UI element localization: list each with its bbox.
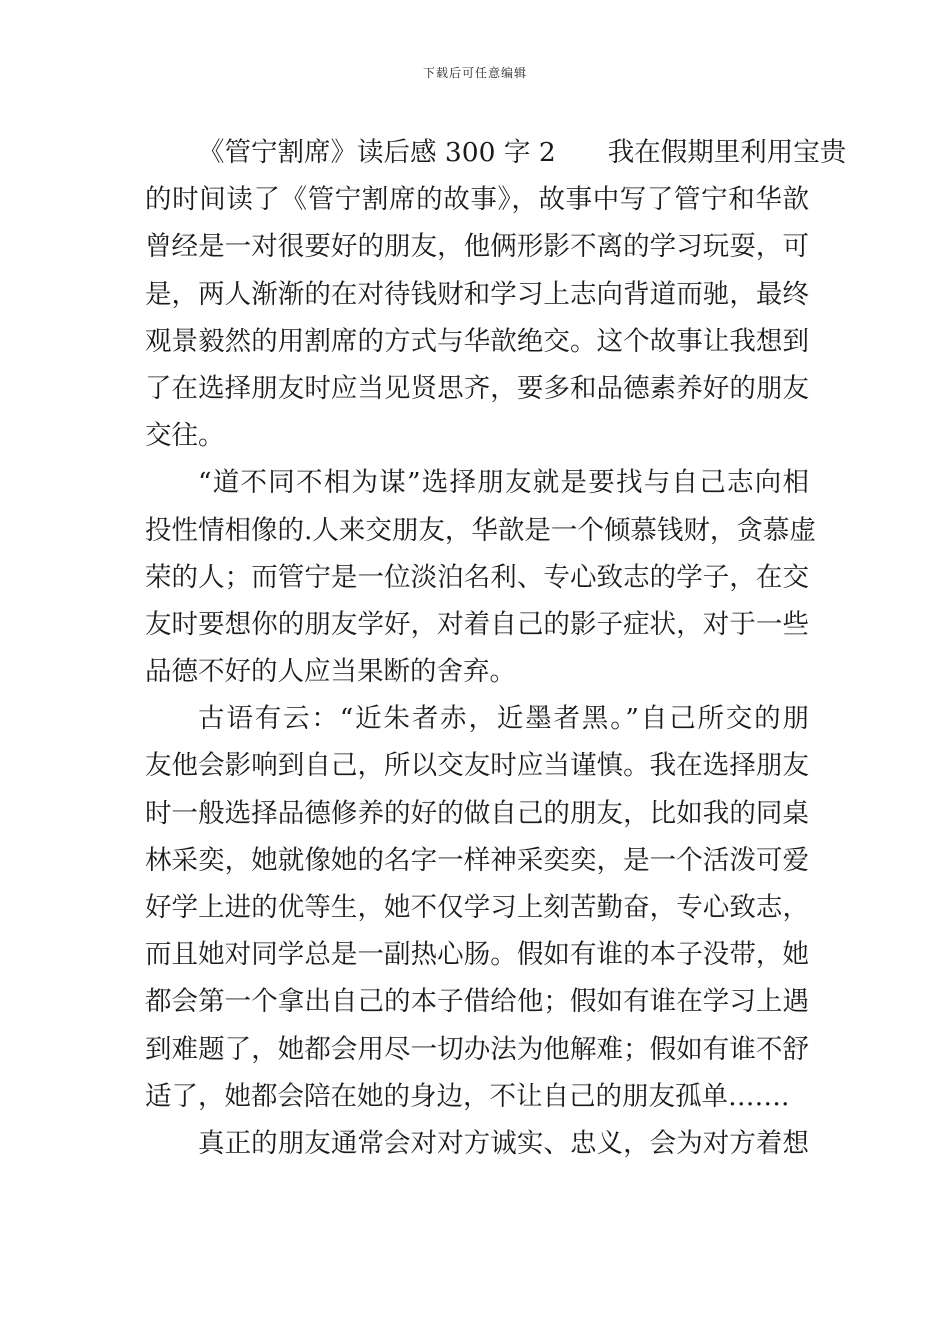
text-line: 而且她对同学总是一副热心肠。假如有谁的本子没带，她 bbox=[145, 939, 809, 971]
text-line: 荣的人；而管宁是一位淡泊名利、专心致志的学子，在交 bbox=[145, 561, 809, 593]
text-line: 到难题了，她都会用尽一切办法为他解难；假如有谁不舒 bbox=[145, 1033, 809, 1065]
text-line: 古语有云：“近朱者赤，近墨者黑。”自己所交的朋 bbox=[198, 703, 809, 735]
text-line: 好学上进的优等生，她不仅学习上刻苦勤奋，专心致志， bbox=[145, 892, 809, 923]
text-line: “道不同不相为谋”选择朋友就是要找与自己志向相 bbox=[198, 467, 809, 499]
text-line: 交往。 bbox=[145, 420, 225, 452]
paragraph-3 bbox=[145, 695, 809, 1120]
text-line: 真正的朋友通常会对对方诚实、忠义，会为对方着想 bbox=[198, 1127, 809, 1159]
text-line: 投性情相像的.人来交朋友，华歆是一个倾慕钱财，贪慕虚 bbox=[145, 514, 816, 546]
text-line: 了在选择朋友时应当见贤思齐，要多和品德素养好的朋友 bbox=[145, 372, 809, 404]
page-header: 下载后可任意编辑 bbox=[422, 66, 527, 80]
article-title: 《管宁割席》读后感 300 字 2 bbox=[198, 137, 556, 168]
text-line: 时一般选择品德修养的好的做自己的朋友，比如我的同桌 bbox=[145, 797, 809, 829]
text-line: 林采奕，她就像她的名字一样神采奕奕，是一个活泼可爱 bbox=[145, 844, 809, 876]
text-line: 适了，她都会陪在她的身边，不让自己的朋友孤单……. bbox=[145, 1080, 790, 1112]
text-line: 友时要想你的朋友学好，对着自己的影子症状，对于一些 bbox=[145, 608, 809, 640]
paragraph-1 bbox=[145, 129, 847, 459]
text-line: 观景毅然的用割席的方式与华歆绝交。这个故事让我想到 bbox=[145, 325, 809, 357]
article-body bbox=[145, 129, 847, 1167]
text-line: 品德不好的人应当果断的舍弃。 bbox=[145, 656, 516, 688]
text-line: 友他会影响到自己，所以交友时应当谨慎。我在选择朋友 bbox=[145, 750, 809, 782]
text-line: 都会第一个拿出自己的本子借给他；假如有谁在学习上遇 bbox=[145, 986, 809, 1018]
paragraph-2 bbox=[145, 459, 816, 695]
text-fragment: 我在假期里利用宝贵 bbox=[607, 137, 847, 168]
paragraph-4 bbox=[145, 1120, 809, 1167]
text-line: 曾经是一对很要好的朋友，他俩形影不离的学习玩耍，可 bbox=[145, 231, 809, 263]
text-line bbox=[145, 129, 847, 176]
text-line: 的时间读了《管宁割席的故事》，故事中写了管宁和华歆 bbox=[145, 184, 809, 216]
text-line: 是，两人渐渐的在对待钱财和学习上志向背道而驰，最终 bbox=[145, 278, 809, 310]
